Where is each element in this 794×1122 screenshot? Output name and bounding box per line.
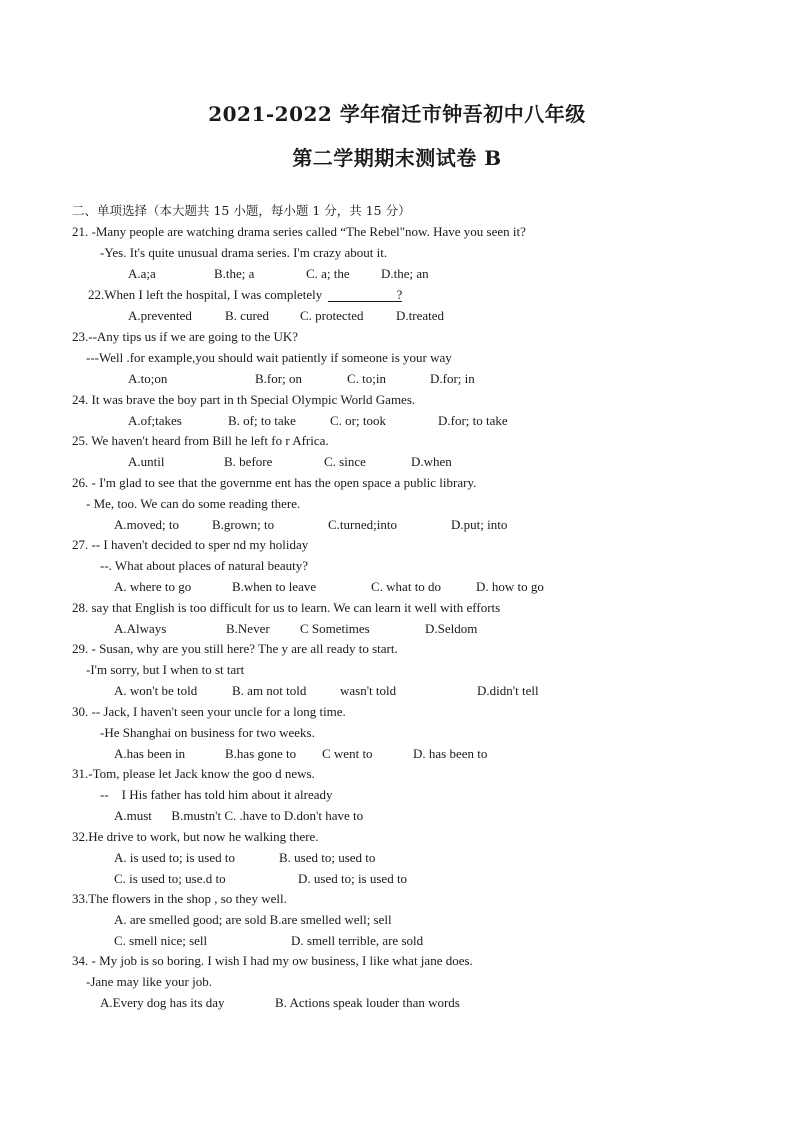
q26-option-c: C.turned;into (328, 517, 397, 532)
q21-reply: -Yes. It's quite unusual drama series. I'm crazy about it. (100, 245, 388, 260)
q24-option-d: D.for; to take (438, 413, 508, 428)
q32-option-a: A. is used to; is used to (114, 850, 235, 865)
q28-option-a: A.Always (114, 621, 167, 636)
q32-stem: 32.He drive to work, but now he walking there. (72, 829, 319, 844)
q34-option-a: A.Every dog has its day (100, 995, 225, 1010)
q26-reply: - Me, too. We can do some reading there. (86, 496, 301, 511)
q30-option-a: A.has been in (114, 746, 186, 761)
exam-title-line1: 2021-2022 学年宿迁市钟吾初中八年级 (208, 102, 586, 126)
q22-answer-blank: ? (328, 288, 402, 302)
q23-option-d: D.for; in (430, 371, 475, 386)
q25-option-c: C. since (324, 454, 366, 469)
q27-option-b: B.when to leave (232, 579, 317, 594)
q27-option-d: D. how to go (476, 579, 544, 594)
q27-option-a: A. where to go (114, 579, 192, 594)
q23-option-c: C. to;in (347, 371, 387, 386)
q23-stem: 23.--Any tips us if we are going to the UK? (72, 329, 299, 344)
q22-stem: 22.When I left the hospital, I was completely (88, 287, 323, 302)
q28-stem: 28. say that English is too difficult for us to learn. We can learn it well with efforts (72, 600, 501, 615)
q28-option-c: C Sometimes (300, 621, 370, 636)
q24-option-b: B. of; to take (228, 413, 296, 428)
q31-stem: 31.-Tom, please let Jack know the goo d news. (72, 766, 315, 781)
q23-reply: ---Well .for example,you should wait patiently if someone is your way (86, 350, 452, 365)
q24-option-a: A.of;takes (128, 413, 182, 428)
q30-reply: -He Shanghai on business for two weeks. (100, 725, 315, 740)
q30-option-b: B.has gone to (225, 746, 297, 761)
q25-stem: 25. We haven't heard from Bill he left fo r Africa. (72, 433, 329, 448)
q29-stem: 29. - Susan, why are you still here? The y are all ready to start. (72, 641, 398, 656)
q33-options-ab: A. are smelled good; are sold B.are smelled well; sell (114, 912, 392, 927)
section-heading: 二、单项选择（本大题共 15 小题，每小题 1 分，共 15 分） (72, 203, 411, 218)
q33-option-c: C. smell nice; sell (114, 933, 208, 948)
q26-option-d: D.put; into (451, 517, 508, 532)
q24-option-c: C. or; took (330, 413, 386, 428)
q27-stem: 27. -- I haven't decided to sper nd my holiday (72, 537, 309, 552)
q23-option-b: B.for; on (255, 371, 302, 386)
q28-option-b: B.Never (226, 621, 270, 636)
q31-reply: -- I His father has told him about it already (100, 787, 333, 802)
q32-option-d: D. used to; is used to (298, 871, 408, 886)
q30-option-c: C went to (322, 746, 373, 761)
q32-option-c: C. is used to; use.d to (114, 871, 226, 886)
q22-option-c: C. protected (300, 308, 364, 323)
q29-option-d: D.didn't tell (477, 683, 539, 698)
q32-option-b: B. used to; used to (279, 850, 376, 865)
q26-option-a: A.moved; to (114, 517, 179, 532)
q30-stem: 30. -- Jack, I haven't seen your uncle for a long time. (72, 704, 346, 719)
q22-option-d: D.treated (396, 308, 445, 323)
q29-reply: -I'm sorry, but I when to st tart (86, 662, 245, 677)
q21-stem: 21. -Many people are watching drama series called “The Rebel"now. Have you seen it? (72, 224, 526, 239)
q21-option-d: D.the; an (381, 266, 429, 281)
q31-options: A.must B.mustn't C. .have to D.don't have to (114, 808, 364, 823)
q27-reply: --. What about places of natural beauty? (100, 558, 309, 573)
q29-option-a: A. won't be told (114, 683, 198, 698)
q21-option-b: B.the; a (214, 266, 255, 281)
q34-option-b: B. Actions speak louder than words (275, 995, 460, 1010)
q29-option-c: wasn't told (340, 683, 397, 698)
exam-title-line2: 第二学期期末测试卷 B (292, 146, 502, 170)
q28-option-d: D.Seldom (425, 621, 478, 636)
q21-option-c: C. a; the (306, 266, 350, 281)
q34-reply: -Jane may like your job. (86, 974, 212, 989)
q29-option-b: B. am not told (232, 683, 307, 698)
q33-stem: 33.The flowers in the shop , so they well. (72, 891, 287, 906)
q27-option-c: C. what to do (371, 579, 442, 594)
q24-stem: 24. It was brave the boy part in th Special Olympic World Games. (72, 392, 416, 407)
q34-stem: 34. - My job is so boring. I wish I had my ow business, I like what jane does. (72, 953, 473, 968)
q25-option-b: B. before (224, 454, 273, 469)
q26-option-b: B.grown; to (212, 517, 275, 532)
q21-option-a: A.a;a (128, 266, 156, 281)
q30-option-d: D. has been to (413, 746, 488, 761)
q26-stem: 26. - I'm glad to see that the governme ent has the open space a public library. (72, 475, 477, 490)
q22-option-b: B. cured (225, 308, 270, 323)
q22-option-a: A.prevented (128, 308, 192, 323)
q25-option-a: A.until (128, 454, 165, 469)
q22-stem-line (88, 287, 402, 303)
q25-option-d: D.when (411, 454, 452, 469)
q33-option-d: D. smell terrible, are sold (291, 933, 424, 948)
q23-option-a: A.to;on (128, 371, 168, 386)
